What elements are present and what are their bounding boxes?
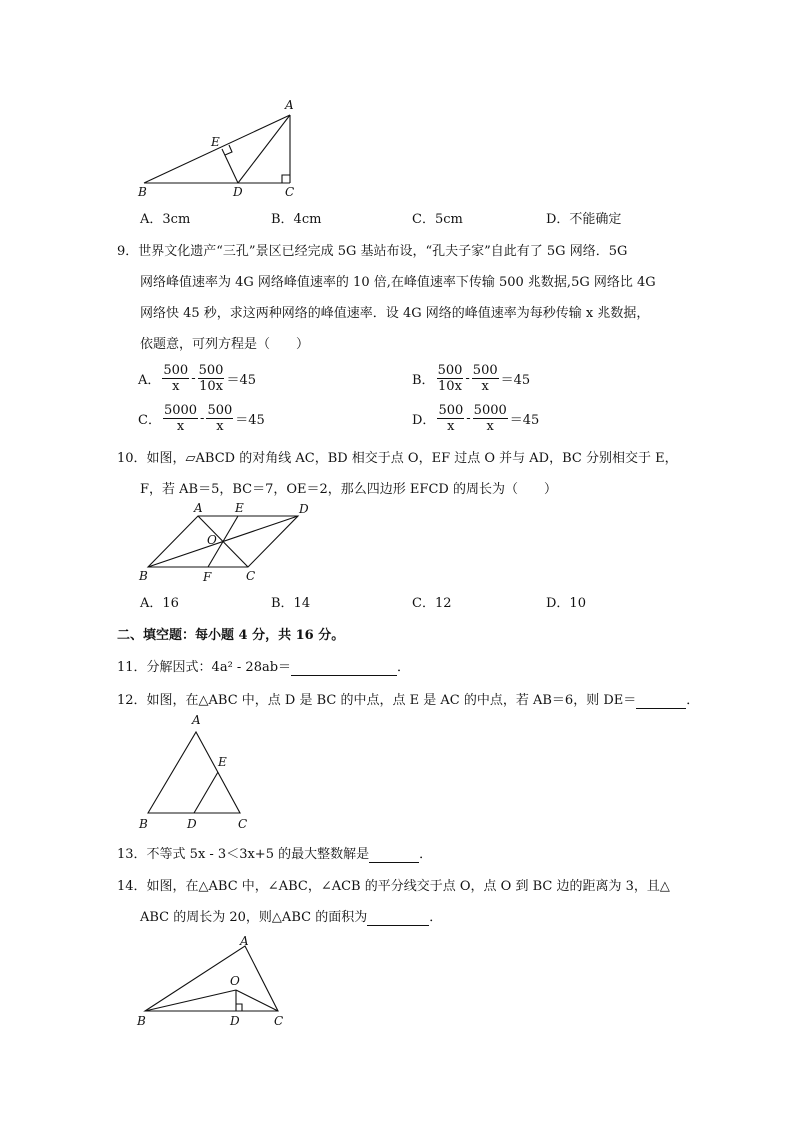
q9-option-d-rhs: ＝45 xyxy=(509,412,540,428)
denominator: x xyxy=(447,418,455,434)
q12-figure xyxy=(132,710,257,835)
denominator: x xyxy=(216,418,224,434)
q9-option-a-letter: A． xyxy=(138,372,161,388)
q11-text: 11．分解因式：4a² - 28ab＝ xyxy=(117,660,292,675)
q12-answer-blank[interactable] xyxy=(636,693,686,709)
q14-end: ． xyxy=(429,910,443,925)
q9-option-a xyxy=(138,361,256,395)
q9-option-d-frac1 xyxy=(437,403,464,434)
q14-label-o: O xyxy=(230,974,240,988)
q9-option-a-frac2 xyxy=(198,363,225,394)
q14-right-angle-d xyxy=(236,1004,242,1011)
q8-line-ba xyxy=(144,115,290,183)
q14-line-2-text: ABC 的周长为 20，则△ABC 的面积为 xyxy=(140,910,368,925)
q14-label-a: A xyxy=(240,934,249,948)
q9-option-b-letter: B． xyxy=(412,372,435,388)
q14-figure xyxy=(130,930,300,1030)
q12-label-b: B xyxy=(139,817,148,831)
q10-line-1: 10．如图，▱ABCD 的对角线 AC，BD 相交于点 O，EF 过点 O 并与 AD，BC 分别相交于 E， xyxy=(117,451,678,466)
numerator: 500 xyxy=(163,362,189,378)
q10-label-o: O xyxy=(207,533,217,547)
q10-label-f: F xyxy=(203,570,212,584)
q8-option-d: D．不能确定 xyxy=(546,212,622,227)
q14-label-c: C xyxy=(274,1014,284,1028)
numerator: 5000 xyxy=(473,402,507,418)
q14-label-b: B xyxy=(137,1014,146,1028)
q9-option-c-rhs: ＝45 xyxy=(235,412,265,428)
q12-end: ． xyxy=(686,693,700,708)
q13-end: ． xyxy=(419,847,433,862)
denominator: x xyxy=(481,378,489,394)
q8-label-c: C xyxy=(285,185,295,199)
q9-line-2: 网络峰值速率为 4G 网络峰值速率的 10 倍,在峰值速率下传输 500 兆数据,5G 网络比 4G xyxy=(140,275,656,290)
q8-option-b: B．4cm xyxy=(271,212,322,227)
q8-line-de xyxy=(222,149,238,183)
q8-option-a: A．3cm xyxy=(140,212,191,227)
q10-label-a: A xyxy=(194,501,203,515)
denominator: 10x xyxy=(438,378,462,394)
minus-sign: - xyxy=(466,410,471,426)
q8-label-b: B xyxy=(138,185,147,199)
q9-line-3: 网络快 45 秒，求这两种网络的峰值速率．设 4G 网络的峰值速率为每秒传输 x 兆数据， xyxy=(140,306,650,321)
q9-line-1: 9．世界文化遗产“三孔”景区已经完成 5G 基站布设，“孔夫子家”自此有了 5G 网络．5G xyxy=(117,244,628,259)
q9-option-a-frac1 xyxy=(162,363,189,394)
q9-option-c xyxy=(138,401,265,435)
q9-option-a-rhs: ＝45 xyxy=(226,372,256,388)
q8-line-ad xyxy=(238,115,290,183)
numerator: 500 xyxy=(438,402,464,418)
q10-label-e: E xyxy=(235,501,244,515)
q9-option-c-frac1 xyxy=(163,403,198,434)
q10-option-c: C．12 xyxy=(412,596,452,611)
q10-line-2: F，若 AB＝5，BC＝7，OE＝2，那么四边形 EFCD 的周长为（ ） xyxy=(140,482,557,497)
q10-label-c: C xyxy=(246,569,256,583)
q8-right-angle-e xyxy=(225,145,232,155)
q13 xyxy=(117,843,432,863)
q9-option-c-frac2 xyxy=(206,403,233,434)
denominator: x xyxy=(176,418,185,434)
q10-option-b: B．14 xyxy=(271,596,311,611)
q11 xyxy=(117,656,410,676)
numerator: 5000 xyxy=(163,402,198,418)
q13-answer-blank[interactable] xyxy=(369,847,419,863)
q14-line-2 xyxy=(140,906,442,926)
q10-label-b: B xyxy=(139,569,148,583)
q14-line-1: 14．如图，在△ABC 中，∠ABC，∠ACB 的平分线交于点 O，点 O 到 BC 边的距离为 3，且△ xyxy=(117,879,670,894)
q8-option-c: C．5cm xyxy=(412,212,463,227)
q12-line-de xyxy=(194,772,218,813)
q12-text: 12．如图，在△ABC 中，点 D 是 BC 的中点，点 E 是 AC 的中点，若 AB＝6，则 DE＝ xyxy=(117,693,637,708)
q9-option-b-rhs: ＝45 xyxy=(500,372,531,388)
numerator: 500 xyxy=(472,362,498,378)
q9-option-b-frac2 xyxy=(472,363,499,394)
q8-label-d: D xyxy=(233,185,243,199)
denominator: x xyxy=(486,418,494,434)
q10-option-d: D．10 xyxy=(546,596,586,611)
q10-figure xyxy=(130,500,320,585)
q11-answer-blank[interactable] xyxy=(291,660,397,676)
section-2-title: 二、填空题：每小题 4 分，共 16 分。 xyxy=(117,628,345,643)
q12-label-a: A xyxy=(192,713,201,727)
denominator: x xyxy=(172,378,180,394)
numerator: 500 xyxy=(437,362,463,378)
q9-option-d-letter: D． xyxy=(412,412,436,428)
q14-answer-blank[interactable] xyxy=(367,910,429,926)
q8-label-a: A xyxy=(285,98,294,112)
q13-text: 13．不等式 5x - 3＜3x+5 的最大整数解是 xyxy=(117,847,370,862)
q9-option-d xyxy=(412,401,539,435)
numerator: 500 xyxy=(198,362,224,378)
q10-label-d: D xyxy=(299,502,309,516)
q9-option-b xyxy=(412,361,530,395)
minus-sign: - xyxy=(191,370,196,386)
q12-triangle-abc xyxy=(148,732,240,813)
q9-option-c-letter: C． xyxy=(138,412,161,428)
q8-right-angle-c xyxy=(282,175,290,183)
q8-label-e: E xyxy=(211,135,220,149)
q14-label-d: D xyxy=(230,1014,240,1028)
q10-option-a: A．16 xyxy=(140,596,179,611)
q12-label-c: C xyxy=(238,817,248,831)
denominator: 10x xyxy=(199,378,223,394)
q8-figure xyxy=(130,95,310,200)
q9-line-4: 依题意，可列方程是（ ） xyxy=(140,337,310,352)
numerator: 500 xyxy=(207,402,233,418)
q9-option-d-frac2 xyxy=(473,403,508,434)
q14-bisector-bo xyxy=(145,990,236,1011)
q12-label-e: E xyxy=(218,755,227,769)
q12-label-d: D xyxy=(187,817,197,831)
q9-option-b-frac1 xyxy=(437,363,464,394)
q12 xyxy=(117,689,699,709)
q11-end: ． xyxy=(397,660,411,675)
minus-sign: - xyxy=(200,410,205,426)
minus-sign: - xyxy=(465,370,470,386)
